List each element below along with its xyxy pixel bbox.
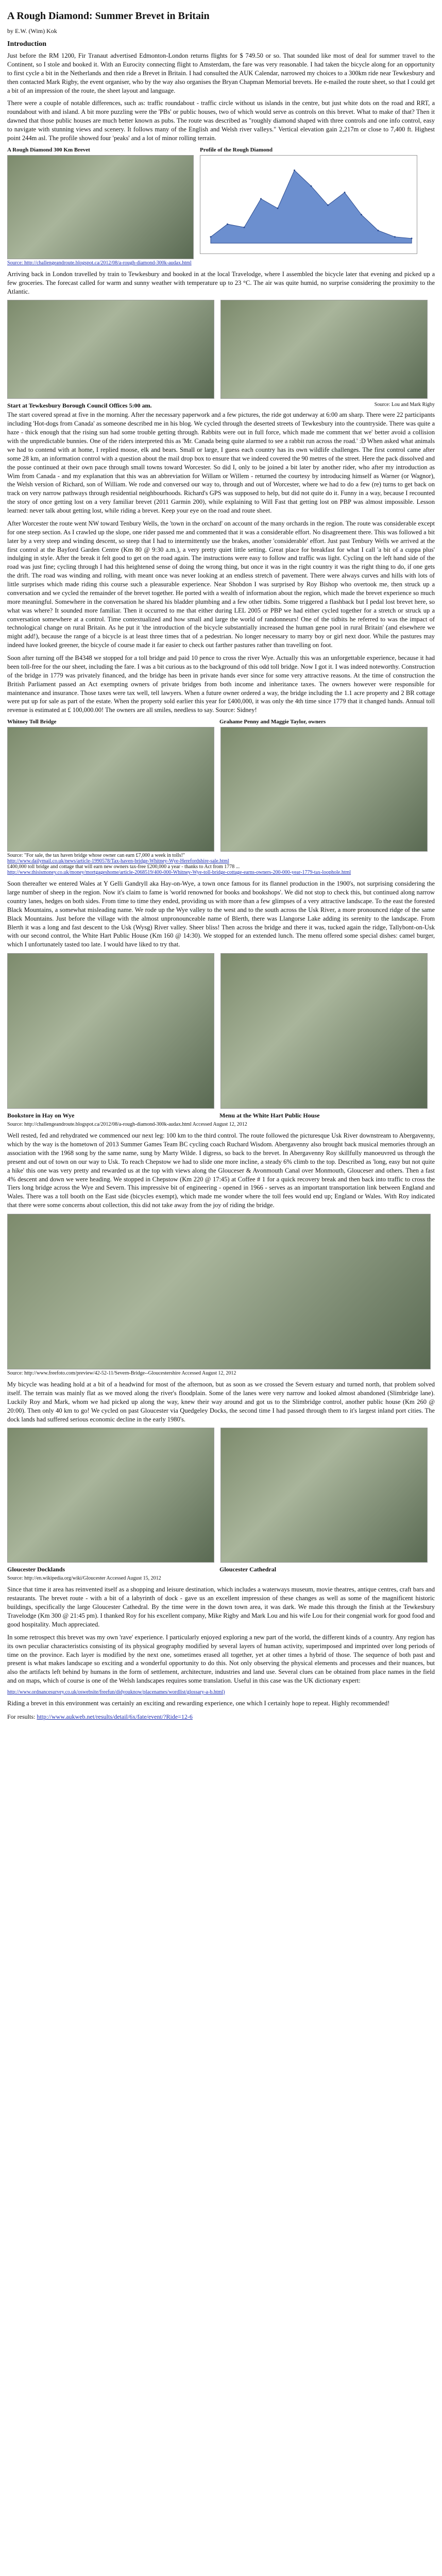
paragraph-6: Soon thereafter we entered Wales at Y Gelli Gandryll aka Hay-on-Wye, a town once famous for its flannel production in the 1900's, not surprising considering the large number of sheep in the region. Now it's claim to fame is 'world renowned for books and bookshops'. We did not stop to check this, but continued along narrow country lanes, hedges on both sides. From time to time they ended, providing us with more than a few glimpses of a very attractive landscape. To the east the forested Black Mountains, a somewhat misleading name. We rode up the Wye valley to the west and to the south across the Usk River, a more pronounced ridge of the same Black Mountains. Just before the village with the almost unpronounceable name of Blerth, there was Llangorse Lake adding its serenity to the landscape. From Blerth it was a long and fast descent to the Usk (Wysg) River valley. Sheer bliss! Then across the bridge and there it was, tucked again the ridge, Tallybont-on-Usk with our second control, the White Hart Public House (Km 160 @ 14:30). We stopped for an extended lunch. The menu offered some special dishes: camel burger, which I unfortunately tasted too late. I would have liked to try that. — [7, 880, 435, 948]
start-photo-left — [7, 300, 214, 399]
results-footer — [7, 1713, 435, 1721]
start-photo-right — [220, 300, 428, 399]
page-title: A Rough Diamond: Summer Brevet in Britain — [7, 10, 210, 22]
intro-paragraph-1: Just before the RM 1200, Fir Tranaut advertised Edmonton-London returns flights for $ 749.50 or so. That sounded like most of deal for summer travel to the Continent, so I stole and booked it. With an Eurocity connecting flight to Amsterdam, the fare was very reasonable. I had taken the bicycle along for an opportunity to first cycle a bit in the Netherlands and then ride a Brevet in Britain. I had consulted the AUK Calendar, narrowed my choices to a 300km ride near Tewkesbury and then contacted Mark Rigby, the event organiser, who by the way also organises the Bryan Chapman Memorial brevets. He e-mailed the route sheet, so that I could get a bit of an impression of the route, the sheet layout and language. — [7, 52, 435, 94]
results-link[interactable]: http://www.aukweb.net/results/detail/6x/fate/event/?Ride=12-6 — [37, 1713, 193, 1720]
glos-photos-row — [7, 1428, 435, 1563]
pub-photos-row — [7, 953, 435, 1109]
dictionary-link[interactable]: http://www.ordnancesurvey.co.uk/oswebsite/freefun/didyouknow/placenames/wordlist/glossary-a-b.html) — [7, 1689, 225, 1695]
start-caption-right: Source: Lou and Mark Rigby — [374, 402, 435, 408]
profile-point — [378, 230, 379, 231]
source-1 — [7, 260, 435, 266]
profile-point — [344, 192, 346, 193]
start-caption-left: Start at Tewkesbury Borough Council Offices 5:00 am. — [7, 402, 152, 410]
profile-label: Profile of the Rough Diamond — [200, 146, 273, 153]
bridge-photo-left — [7, 727, 214, 852]
intro-heading: Introduction — [7, 40, 46, 48]
start-photos-row — [7, 300, 435, 399]
intro-paragraph-2: There were a couple of notable differences, such as: traffic roundabout - traffic circle without us islands in the centre, but just white dots on the road and RRT, a roundabout with and island. A bit more puzzling were the 'PBs' or public houses, two of which would serve as controls on this brevet. What to make of that? Then it dawned that those public houses are much better known as pubs. The route was described as "roughly diamond shaped with three controls and one info control, easy to navigate with stunning views and scenery. It follows many of the English and Welsh river valleys." Vertical elevation gain 2,217m or close to 7,400 ft. Highest point 244m asl. The profile showed four 'peaks' and a lot of minor rolling terrain. — [7, 99, 435, 142]
bridge-source-4[interactable]: http://www.thisismoney.co.uk/money/mortgageshome/article-2068519/400-000-Whitney-Wye-toll-bridge-cottage-earns-owners-200-000-year-1779-tax-loophole.html — [7, 870, 351, 876]
paragraph-9: Since that time it area has reinvented itself as a shopping and leisure destination, which includes a waterways museum, movie theatres, antique centres, craft bars and restaurants. The brevet route - with a bit of a labyrinth of dock - gave us an excellent impression of these changes as well as some of the magnificent historic buildings, specifically the large Gloucester Cathedral. By the time were in the down town area, it was dark. We made this through the finish at the Tewkesbury Travelodge (Km 300 @ 21:45 pm). I thanked Roy for his excellent company, Mike Rigby and Mark Lou and his wife Lou for their congenial work for good food and good hospitality. Much appreciated. — [7, 1586, 435, 1628]
paragraph-7: Well rested, fed and rehydrated we commenced our next leg: 100 km to the third control. The route followed the picturesque Usk River downstream to Abergavenny, which by the way is the hometown of 2013 Summer Games Team BC cycling coach Ruchard Wisdom. Abergavenny also brought back musical memories through an association with the 1968 song by the same name, sung by Marty Wilde. I digress, so back to the brevet. In Abergavenny Roy skillfully manoeuvred us through the present and out of town on our way to Usk. To reach Chepstow we had to slide one more incline, a steady 6% climb to the top. Described as 'long, easy but not quite a hike' this one was very pretty and rewarded us at the top with views along the Glouceser & Avonmouth Canal over Monmouth, Glouceser and others. Then a fast 4% descent and down we were heading. We stopped in Chepstow (Km 220 @ 17:45) at Coffee # 1 for a quick recovery break and then back into traffic to cross the Tiers long bridge across the Wye and Severn. This impressive bit of engineering - opened in 1966 - serves as an important transportation link between England and Wales. There was a toll booth on the East side (bicycles exempt), which made me wonder where the toll fees would end up; England or Wales. With Roy indicated that there were some concerns about collection, this did not take away from the joy of riding the bridge. — [7, 1132, 435, 1209]
profile-point — [361, 214, 362, 215]
route-map-block — [7, 147, 194, 259]
profile-point — [210, 236, 212, 238]
bridge-sources — [7, 853, 435, 875]
glos-cathedral-photo — [220, 1428, 428, 1563]
elevation-profile-chart — [200, 155, 417, 254]
glos-cathedral-caption: Gloucester Cathedral — [219, 1566, 277, 1573]
profile-block — [200, 147, 417, 257]
paragraph-4: After Worcester the route went NW toward Tenbury Wells, the 'town in the orchard' on account of the many orchards in the region. The route was considerable except for one steep section. As I crawled up the slope, one rider passed me and commented that it was a considerable effort. No disagreement there. This was followed a bit later by a very steep and winding descent, so steep that I had to intermittently use the brakes, another 'considerable' effort. Just past Tenbury Wells we arrived at the first control at the Bayford Garden Centre (Km 80 @ 9:30 a.m.), a very pretty quiet little setting. Great place for breakfast for what I call 'a bit of a cuppa plus' indulging in style. After the break it felt good to get on the road again. The instructions were easy to follow and traffic was light. Cycling on the left hand side of the road was just fine; cycling through I had this heightened sense of doing the wrong thing, but once it was in the right country it was the right thing to do, if one gets the drift. The road was winding and rolling, with meant once was never looking at an endless stretch of pavement. There were always curves and hills with lots of little surprises which made riding this course such a pleasurable experience. Near Shobdon I was surprised by Roy Bishop who overtook me, then struck up a conversation and we cycled the remainder of the brevet together. He ported with a wealth of information about the region, which made the brevet experience so much more meaningful. Somewhere in the conversation he shared his bladder plumbing and a few other tidbits. Some triggered a flashback but I pedal lost brevet here, so what was where? It sounded more familiar. Then it occurred to me that either during LEL 2005 or PBP we had either cycled together for a stretch or struck up a conversation somewhere at a control. Time contextualized and how small and large the world of randonneurs! One of the tidbits he referred to was the impact of technological change on rural Britain. As he put it 'the introduction of the bicycle substantially increased the human gene pool in rural Britain' (and elsewhere we might add!), because the range of a bicycle is at least three times that of a pedestrian. No longer necessary to marry boy or girl next door. While the pastures may indeed have looked greener, the bicycle of course made it far easier to check out farther pastures rather than travelling on foot. — [7, 519, 435, 649]
glos-docklands-caption: Gloucester Docklands — [7, 1566, 65, 1573]
paragraph-8: My bicycle was heading hold at a bit of a headwind for most of the afternoon, but as soon as we crossed the Severn estuary and turned north, that problem solved itself. The terrain was mainly flat as we moved along the river's floodplain. Some of the lanes were very narrow and looked almost abandoned (Slimbridge lane). Luckily Roy and Mark, whom we had picked up along the way, knew their way around and got us to the Slimbridge control, another public house (Km 260 @ 20:00). Then only 40 km to go! We cycled on past Gloucester via Quedgeley Docks, the second time I had passed through them to it's largest inland port cities. The dock lands had suffered serious economic decline in the early 1980's. — [7, 1381, 435, 1423]
paragraph-11: Riding a brevet in this environment was certainly an exciting and rewarding experience, one which I certainly hope to repeat. Highly recommended! — [7, 1700, 390, 1707]
route-map-label: A Rough Diamond 300 Km Brevet — [7, 146, 90, 153]
paragraph-10: In some retrospect this brevet was my own 'rave' experience. I particularly enjoyed exploring a new part of the world, the different kinds of a country. Any region has its own peculiar characteristics consisting of its physical geography modified by several layers of human activity, superimposed and imprinted over long periods of time on the province. Each layer is modified by the next one, sometimes erased all together, yet at other times a hybrid of those. The sequence of both past and present is what makes landscape so exciting and a wonderful opportunity to do this. Not only observing the physical elements and processes and their nuances, but also the artifacts left behind by humans in the form of settlement, architecture, industries and land use. Several clues can be obtained from place names in the field and on maps, which of course is one of the Welsh landscapes requires some translation. Useful in this case was the UK dictionary expert: — [7, 1633, 435, 1685]
profile-point — [411, 238, 413, 239]
bookstore-caption: Bookstore in Hay on Wye — [7, 1112, 75, 1120]
byline: by E.W. (Wim) Kok — [7, 27, 57, 35]
source-dictionary — [7, 1689, 435, 1695]
paragraph-2: Arriving back in London travelled by train to Tewkesbury and booked in at the local Travelodge, where I assembled the bicycle later that evening and picked up a few groceries. The forecast called for warm and sunny weather with temperature up to 23 °C. The air was quite humid, no surprise considering the proximity to the Atlantic. — [7, 270, 435, 295]
bridge-photo-right — [220, 727, 428, 852]
bridge-source-2[interactable]: http://www.dailymail.co.uk/news/article-1990578/Tax-haven-bridge-Whitney-Wye-Herefordshire-sale.html — [7, 858, 229, 865]
bridge-labels-row — [7, 719, 435, 727]
menu-caption: Menu at the White Hart Public House — [219, 1112, 320, 1120]
glos-captions-row — [7, 1563, 435, 1574]
route-map-image — [7, 155, 194, 259]
profile-point — [327, 204, 329, 206]
profile-point — [244, 226, 245, 228]
bridge-label-right: Grahame Penny and Maggie Taylor, owners — [219, 719, 326, 725]
bridge-label-left: Whitney Toll Bridge — [7, 719, 57, 725]
bridge-source-1: Source: "For sale, the tax haven bridge whose owner can earn £7,000 a week in tolls!" — [7, 853, 185, 859]
results-label: For results: — [7, 1713, 36, 1720]
profile-point — [277, 208, 279, 209]
bookstore-photo — [7, 953, 214, 1109]
pub-captions-row — [7, 1109, 435, 1121]
start-captions-row — [7, 399, 435, 411]
pub-source: Source: http://challengeandroute.blogspot.ca/2012/08/a-rough-diamond-300k-audax.html Accessed August 12, 2012 — [7, 1122, 247, 1128]
profile-area — [211, 170, 412, 243]
profile-point — [394, 236, 396, 238]
profile-point — [260, 198, 262, 199]
profile-point — [227, 223, 228, 225]
glos-docklands-photo — [7, 1428, 214, 1563]
glos-source: Source: http://en.wikipedia.org/wiki/Gloucester Accessed August 15, 2012 — [7, 1575, 161, 1582]
bridge-source-3: £400,000 toll bridge and cottage that will earn new owners tax-free £200,000 a year - thanks to Act from 1778 ... — [7, 864, 240, 870]
figures-top-row — [7, 147, 435, 259]
menu-photo — [220, 953, 428, 1109]
paragraph-3: The start covered spread at five in the morning. After the necessary paperwork and a few pictures, the ride got underway at 6:00 am sharp. There were 22 participants including 'Hot-dogs from Canada' as someone described me in his blog. We cycled through the deserted streets of Tewkesbury into the countryside. There was quite a haze - thick enough that the rising sun had some trouble getting through. Rabbits were out in full force, which made me comment that we' better avoid a collision with the unpredictable bunnies. One of the riders interpreted this as 'Mr. Canada being quite alarmed to see a rabbit run across the road.' :D When asked what animals we had to contend with at home, I replied moose, elk and bears. Small or large, I guess each country has its own wildlife challenges. The first control came after some 28 km, an information control with a question about the mail drop box to ensure that we indeed covered the 90 metres of the street. Here the pack dissolved and the posse continued at their own pace through small towns toward Worcester. So did I, only to be joined a bit later by another rider, who after my introduction as Wim from Canada - and my explanation that this was an abbreviation for Willam or Willem - returned the courtesy by introducing himself as Warner (or Wagnor), the Welsh version of Richard, son of William. We rode and conversed our way to, through and out of Worcester, where we had to do a few (re) turns to get back on track on very narrow pathways through residential neighbourhoods. Richard's GPS was supposed to help, but did not quite do it. Funny in a way, because I recounted the story of once getting lost on a very familiar brevet (2011 Garmin 200), while explaining to Will Fast that getting lost on PBP was almost impossible. Lesson learned: never talk about getting lost, while riding a brevet. Keep your eye on the road and route sheet. — [7, 411, 435, 514]
paragraph-5: Soon after turning off the B4348 we stopped for a toll bridge and paid 10 pence to cross the river Wye. Actually this was an unforgettable experience, because it had been toll-free for the our sheet, including the fare. I was a bit curious as to the background of this odd toll bridge. Now I got it. I was indeed noteworthy. Construction of the bridge in 1779 was privately financed, and the bridge has been in private hands ever since for some very attractive reasons. At the time of construction the British Parliament passed an Act exempting owners of private bridges from both income and inheritance taxes. The owners however were responsible for maintenance and insurance. Those taxes were tax well, tell lawyers. When a future owner ordered a way, the bridge including the 1.1 acre property and 2 BR cottage were put up for sale as part of the estate. When the property sold earlier this year for £400,000, it was only the 4th time since 1779 that it changed hands. Annual toll revenue is estimated at £ 100,000.00! The owners are all smiles, needless to say. Source: Sidney! — [7, 654, 435, 714]
bridge-photos-row — [7, 727, 435, 852]
profile-point — [294, 170, 295, 171]
source-severn: Source: http://www.freefoto.com/preview/42-52-11/Severn-Bridge--Gloucestershire Accessed August 12, 2012 — [7, 1370, 236, 1376]
profile-point — [311, 185, 312, 187]
severn-bridge-photo — [7, 1214, 431, 1369]
source-1-link[interactable]: Source: http://challengeandroute.blogspot.ca/2012/08/a-rough-diamond-300k-audax.html — [7, 260, 192, 266]
